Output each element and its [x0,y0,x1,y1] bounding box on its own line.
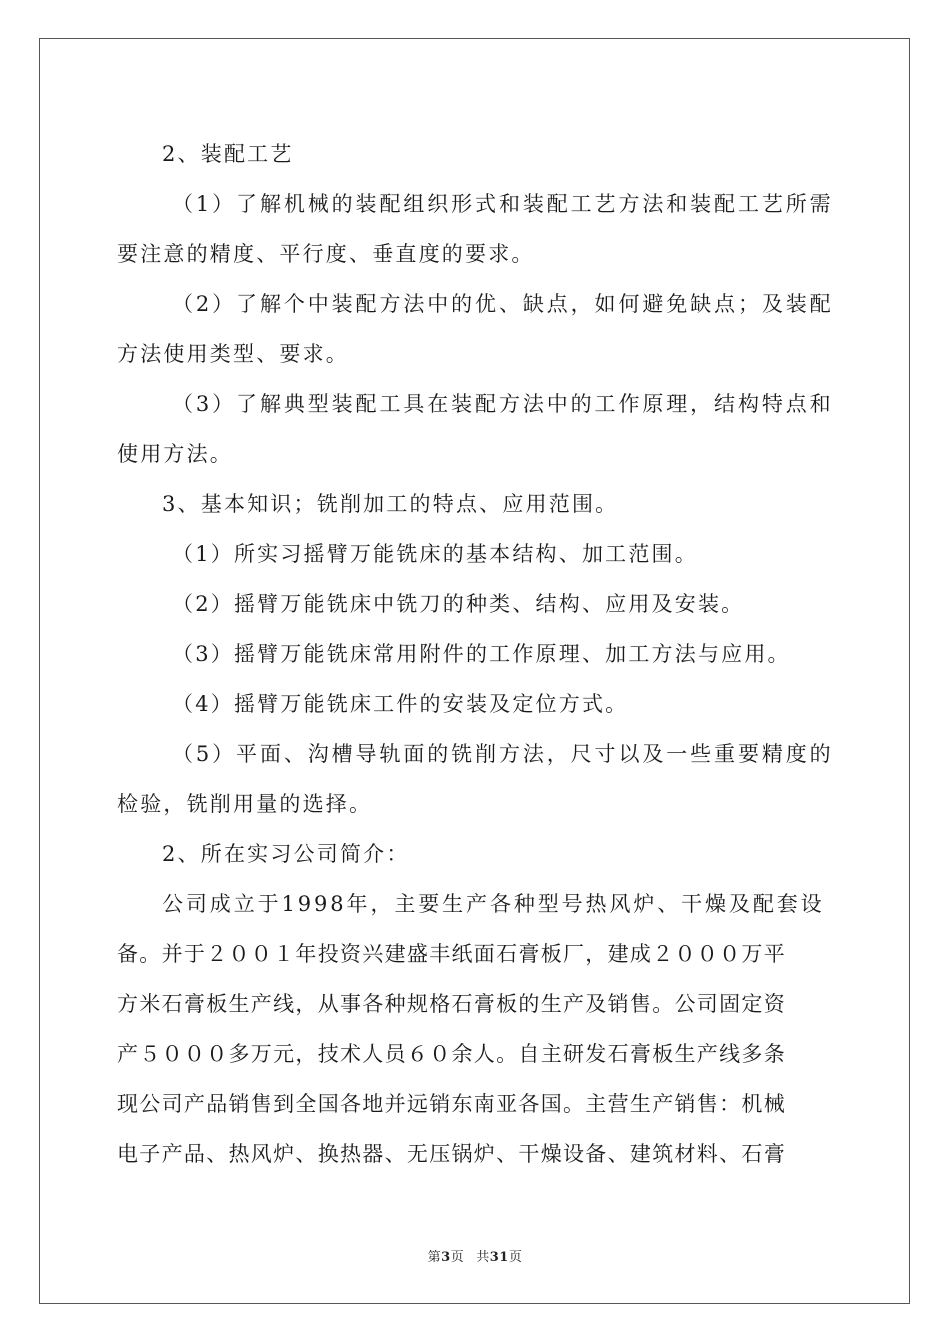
paragraph-line: 使用方法。 [117,442,233,466]
paragraph-line: 电子产品、热风炉、换热器、无压锅炉、干燥设备、建筑材料、石膏 [117,1142,786,1166]
paragraph-line: 方法使用类型、要求。 [117,342,349,366]
total-suffix: 页 [508,1250,523,1265]
page-footer [0,1246,950,1265]
paragraph-line: 方米石膏板生产线，从事各种规格石膏板的生产及销售。公司固定资 [117,992,786,1016]
paragraph-line: （3）了解典型装配工具在装配方法中的工作原理，结构特点和 [172,392,834,416]
paragraph-line: （5）平面、沟槽导轨面的铣削方法，尺寸以及一些重要精度的 [172,742,834,766]
paragraph-line: 公司成立于1998年，主要生产各种型号热风炉、干燥及配套设 [162,892,825,916]
list-item: （4）摇臂万能铣床工件的安装及定位方式。 [172,692,629,716]
page-prefix: 第 [427,1250,442,1265]
paragraph-line: 现公司产品销售到全国各地并远销东南亚各国。主营生产销售：机械 [117,1092,786,1116]
paragraph-line: 产５０００多万元，技术人员６０余人。自主研发石膏板生产线多条 [117,1042,786,1066]
paragraph-line: （2）了解个中装配方法中的优、缺点，如何避免缺点；及装配 [172,292,834,316]
page-suffix: 页 [450,1250,465,1265]
total-prefix: 共 [476,1250,490,1265]
section-heading-assembly: 2、装配工艺 [162,142,294,166]
list-item: （3）摇臂万能铣床常用附件的工作原理、加工方法与应用。 [172,642,791,666]
paragraph-line: 备。并于２００１年投资兴建盛丰纸面石膏板厂，建成２０００万平 [117,942,786,966]
paragraph-line: （1）了解机械的装配组织形式和装配工艺方法和装配工艺所需 [172,192,834,216]
total-pages: 31 [489,1250,509,1265]
section-heading-company: 2、所在实习公司简介： [162,842,410,866]
list-item: （2）摇臂万能铣床中铣刀的种类、结构、应用及安装。 [172,592,745,616]
document-body [117,129,837,1179]
list-item: （1）所实习摇臂万能铣床的基本结构、加工范围。 [172,542,698,566]
paragraph-line: 要注意的精度、平行度、垂直度的要求。 [117,242,535,266]
section-heading-basics: 3、基本知识；铣削加工的特点、应用范围。 [162,492,619,516]
paragraph-line: 检验，铣削用量的选择。 [117,792,373,816]
page-number: 3 [441,1250,451,1265]
